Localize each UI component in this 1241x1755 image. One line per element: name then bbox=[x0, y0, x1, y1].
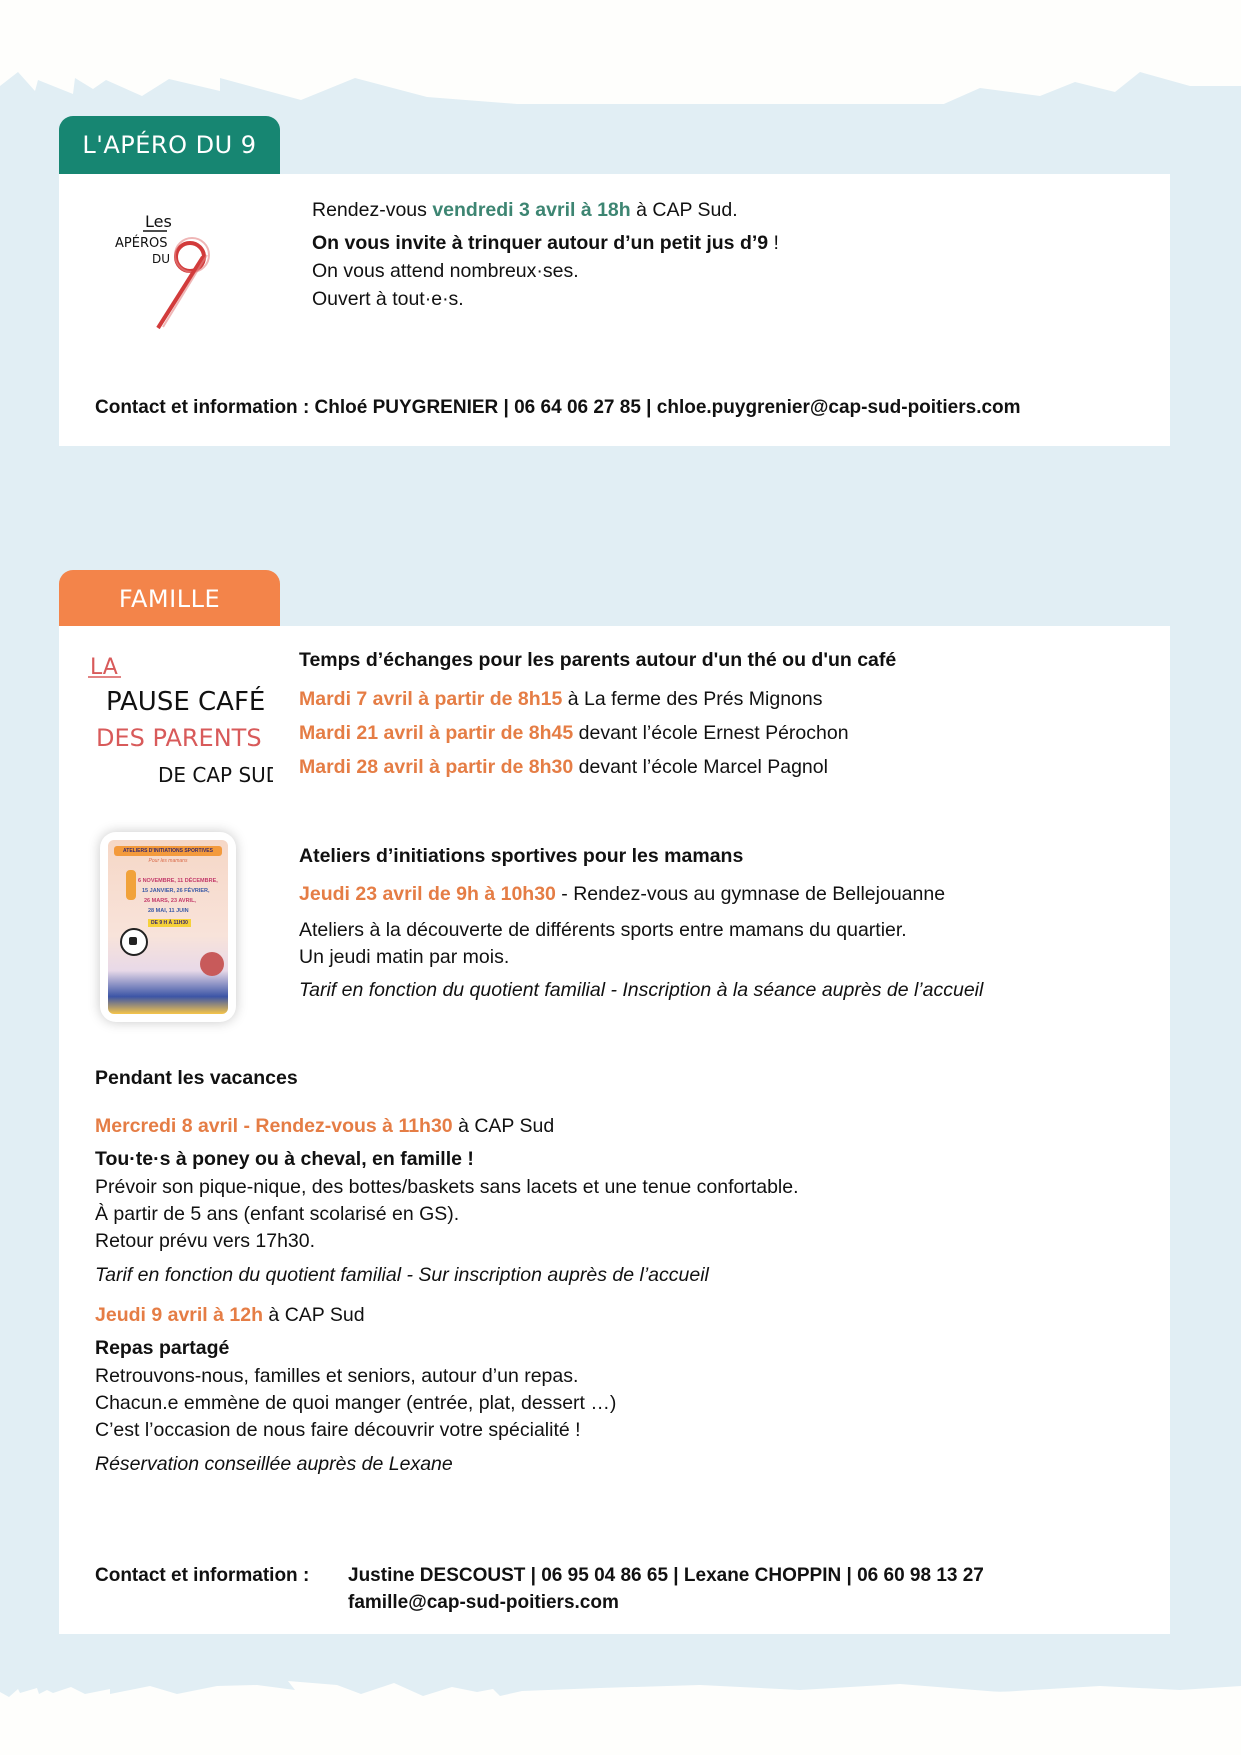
apero-line-invite: On vous invite à trinquer autour d’un petit jus d’9 ! bbox=[312, 232, 779, 254]
pause-cafe-event: Mardi 21 avril à partir de 8h45 devant l’école Ernest Pérochon bbox=[299, 722, 849, 744]
event-date-highlight: Mercredi 8 avril - Rendez-vous à 11h30 bbox=[95, 1115, 453, 1137]
event-date-highlight: Mardi 7 avril à partir de 8h15 bbox=[299, 688, 563, 710]
vacances-heading: Pendant les vacances bbox=[95, 1067, 298, 1089]
poster-hours: DE 9 H À 11H30 bbox=[148, 919, 191, 927]
logo-text-les: Les bbox=[145, 212, 172, 231]
vacances-event2-line: C’est l’occasion de nous faire découvrir votre spécialité ! bbox=[95, 1419, 581, 1441]
apero-date-highlight: vendredi 3 avril à 18h bbox=[432, 199, 631, 221]
event-date-highlight: Mardi 28 avril à partir de 8h30 bbox=[299, 756, 574, 778]
logo-text-des-parents: DES PARENTS bbox=[96, 724, 262, 752]
vacances-event1-line: Prévoir son pique-nique, des bottes/baskets sans lacets et une tenue confortable. bbox=[95, 1176, 799, 1198]
ateliers-poster-frame bbox=[100, 832, 236, 1022]
pause-cafe-event: Mardi 28 avril à partir de 8h30 devant l’école Marcel Pagnol bbox=[299, 756, 828, 778]
apero-line-rendezvous: Rendez-vous vendredi 3 avril à 18h à CAP Sud. bbox=[312, 199, 738, 221]
poster-date: 28 MAI, 11 JUIN bbox=[148, 908, 189, 914]
vacances-event2-date: Jeudi 9 avril à 12h à CAP Sud bbox=[95, 1304, 365, 1326]
vacances-event1-date: Mercredi 8 avril - Rendez-vous à 11h30 à CAP Sud bbox=[95, 1115, 555, 1137]
vacances-event2-line: Retrouvons-nous, familles et seniors, autour d’un repas. bbox=[95, 1365, 579, 1387]
vacances-event1-line: À partir de 5 ans (enfant scolarisé en GS). bbox=[95, 1203, 460, 1225]
ateliers-note: Tarif en fonction du quotient familial - Inscription à la séance auprès de l’accueil bbox=[299, 979, 984, 1001]
vacances-event2-line: Chacun.e emmène de quoi manger (entrée, plat, dessert …) bbox=[95, 1392, 617, 1414]
ateliers-title: Ateliers d’initiations sportives pour les mamans bbox=[299, 845, 744, 867]
vacances-event2-note: Réservation conseillée auprès de Lexane bbox=[95, 1453, 453, 1475]
logo-text-pause-cafe: PAUSE CAFÉ bbox=[106, 687, 266, 717]
ateliers-line-description: Ateliers à la découverte de différents sports entre mamans du quartier. bbox=[299, 919, 907, 941]
section-title-famille: FAMILLE bbox=[118, 585, 221, 613]
aperos-du-9-logo bbox=[115, 205, 225, 330]
apero-contact: Contact et information : Chloé PUYGRENIER | 06 64 06 27 85 | chloe.puygrenier@cap-sud-poitiers.com bbox=[95, 397, 1021, 418]
section-tab-apero bbox=[59, 116, 280, 174]
logo-text-de-cap-sud: DE CAP SUD bbox=[158, 763, 273, 787]
famille-contact-email: famille@cap-sud-poitiers.com bbox=[348, 1592, 619, 1613]
ateliers-line-frequency: Un jeudi matin par mois. bbox=[299, 946, 510, 968]
event-date-highlight: Jeudi 9 avril à 12h bbox=[95, 1304, 264, 1326]
vacances-event1-note: Tarif en fonction du quotient familial - Sur inscription auprès de l’accueil bbox=[95, 1264, 709, 1286]
pause-cafe-des-parents-logo bbox=[88, 652, 273, 802]
pause-cafe-event: Mardi 7 avril à partir de 8h15 à La ferme des Prés Mignons bbox=[299, 688, 823, 710]
vacances-event2-title: Repas partagé bbox=[95, 1337, 230, 1359]
poster-date: 15 JANVIER, 26 FÉVRIER, bbox=[142, 888, 210, 894]
athlete-figure-icon bbox=[126, 870, 136, 900]
logo-text-aperos: APÉROS bbox=[115, 236, 168, 251]
event-date-highlight: Jeudi 23 avril de 9h à 10h30 bbox=[299, 883, 556, 905]
poster-date: 26 MARS, 23 AVRIL, bbox=[144, 898, 196, 904]
basketball-icon bbox=[200, 952, 224, 976]
section-tab-famille bbox=[59, 570, 280, 628]
vacances-event1-line: Retour prévu vers 17h30. bbox=[95, 1230, 316, 1252]
famille-contact-line1: Justine DESCOUST | 06 95 04 86 65 | Lexane CHOPPIN | 06 60 98 13 27 bbox=[348, 1565, 984, 1586]
famille-contact-label: Contact et information : bbox=[95, 1565, 310, 1586]
logo-text-du: DU bbox=[152, 252, 171, 266]
poster-date: 6 NOVEMBRE, 11 DÉCEMBRE, bbox=[138, 878, 218, 884]
section-title-apero: L'APÉRO DU 9 bbox=[82, 131, 257, 159]
poster-title: ATELIERS D'INITIATIONS SPORTIVES bbox=[114, 846, 222, 856]
vacances-event1-title: Tou·te·s à poney ou à cheval, en famille ! bbox=[95, 1148, 474, 1170]
pause-cafe-title: Temps d’échanges pour les parents autour d'un thé ou d'un café bbox=[299, 649, 897, 671]
soccer-ball-icon bbox=[120, 928, 148, 956]
logo-text-la: LA bbox=[90, 655, 118, 680]
event-date-highlight: Mardi 21 avril à partir de 8h45 bbox=[299, 722, 574, 744]
ateliers-line-date: Jeudi 23 avril de 9h à 10h30 - Rendez-vous au gymnase de Bellejouanne bbox=[299, 883, 946, 905]
ateliers-sportifs-poster bbox=[108, 840, 228, 1014]
apero-line-ouvert: Ouvert à tout·e·s. bbox=[312, 288, 464, 310]
poster-subtitle: Pour les mamans bbox=[148, 858, 188, 864]
apero-line-attend: On vous attend nombreux·ses. bbox=[312, 260, 579, 282]
